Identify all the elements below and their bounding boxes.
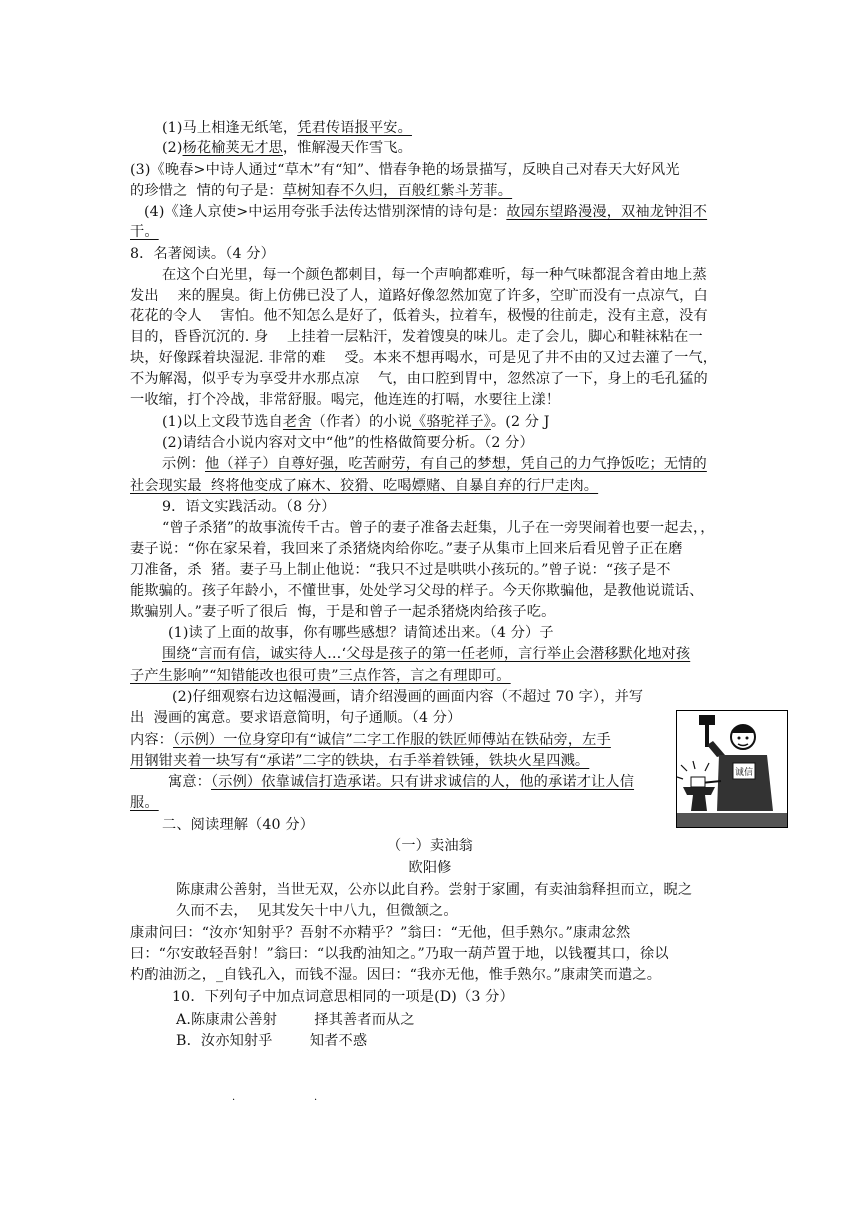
text-segment: 在这个白光里，每一个颜色都刺目，每一个声响都难听，每一种气味都混含着由地上蒸 — [162, 267, 707, 283]
answer-text: 老舍 — [282, 414, 312, 430]
text-segment: 曰：“尔安敢轻吾射！”翁曰：“以我酌油知之。”乃取一葫芦置于地，以钱覆其口，徐以 — [130, 946, 669, 962]
emphasis-dot: · — [314, 1095, 318, 1106]
text-segment: 9．语文实践活动。（8 分） — [162, 499, 336, 515]
answer-text: 草树知春不久归，百般红紫斗芳菲。 — [282, 183, 513, 199]
answer-text: （示例）一位身穿印有“诚信”二字工作服的铁匠师傅站在铁砧旁，左手 — [173, 732, 611, 748]
text-segment: 不为解渴，似乎专为享受井水那点凉 气，由口腔到胃中，忽然凉了一下，身上的毛孔猛的 — [130, 371, 708, 387]
text-segment: 久而不去， 见其发矢十中八九，但微颔之。 — [176, 903, 458, 919]
text-line-q8-1 — [162, 412, 550, 432]
answer-text: 用钢钳夹着一块写有“承诺”二字的铁块，右手举着铁锤，铁块火星四溅。 — [130, 753, 590, 769]
text-segment: “曾子杀猪”的故事流传千古。曾子的妻子准备去赶集，儿子在一旁哭闹着也要一起去，， — [162, 520, 715, 536]
text-line-poem-4a — [144, 202, 707, 222]
text-line-q9-heading — [162, 497, 336, 517]
emphasis-dot: · — [232, 1095, 236, 1106]
text-line-essay-p1a — [176, 880, 692, 900]
text-segment: 二、阅读理解（40 分） — [162, 817, 315, 833]
text-line-content-a — [130, 730, 611, 750]
answer-text: 《骆驼祥子》 — [411, 414, 491, 430]
blacksmith-icon — [677, 711, 787, 827]
text-segment: 一收缩，打个冷战，非常舒服。喝完，他连连的打嗝，水要往上漾！ — [130, 392, 561, 408]
text-segment: (3)《晚春>中诗人通过“草木”有“知”、惜春争艳的场景描写，反映自己对春天大好风光 — [130, 162, 680, 178]
text-line-poem-3b — [130, 181, 512, 201]
text-line-passage-p4 — [130, 327, 703, 347]
text-segment: (4)《逢人京使>中运用夸张手法传达惜别深情的诗句是： — [144, 204, 507, 220]
text-line-q10-option-b — [176, 1031, 367, 1051]
text-line-story-4 — [130, 581, 704, 601]
answer-text: 子产生影响”“知错能改也很可贵”三点作答，言之有理即可。 — [130, 668, 511, 684]
text-line-q10-option-a — [176, 1010, 415, 1030]
text-segment: (1)以上文段节选自 — [162, 414, 283, 430]
text-line-story-1 — [162, 518, 715, 538]
text-line-q9-1 — [168, 623, 554, 643]
text-line-passage-p2 — [130, 286, 708, 306]
text-segment: 8．名著阅读。（4 分） — [130, 246, 275, 262]
text-line-poem-2 — [162, 138, 412, 158]
text-line-essay-p2c — [130, 965, 661, 985]
text-segment: 刀准备，杀 猪。妻子马上制止他说：“我只不过是哄哄小孩玩的。”曾子说：“孩子是不 — [130, 562, 671, 578]
text-line-content-b — [130, 751, 589, 771]
text-segment: 康肃问曰：“汝亦‘知射乎？吾射不亦精乎？”翁曰：“无他，但手熟尔。”康肃忿然 — [130, 925, 631, 941]
text-line-story-3 — [130, 560, 671, 580]
text-segment: （一）卖油翁 — [386, 838, 474, 854]
text-line-q10 — [172, 987, 514, 1007]
text-segment: 发出 来的腥臭。街上仿佛已没了人，道路好像忽然加宽了许多，空旷而没有一点凉气，白 — [130, 288, 708, 304]
text-segment: 寓意： — [168, 774, 212, 790]
answer-text: 他（祥子）自尊好强，吃苦耐劳，有自己的梦想，凭自己的力气挣饭吃；无情的 — [205, 456, 707, 472]
answer-text: 社会现实最 终将他变成了麻木、狡猾、吃喝嫖赌、自暴自弃的行尸走肉。 — [130, 478, 599, 494]
text-line-q8-2-answer-b — [130, 476, 598, 496]
text-line-poem-4b — [130, 222, 159, 242]
text-segment: （作者）的小说 — [311, 414, 412, 430]
text-segment: (2)请结合小说内容对文中“他”的性格做简要分析。（2 分） — [162, 435, 534, 451]
text-segment: (1)马上相逢无纸笔， — [162, 120, 298, 136]
text-line-essay-author — [0, 858, 860, 878]
text-segment: 。(2 分 J — [490, 414, 550, 430]
text-line-meaning-a — [168, 772, 634, 792]
text-line-essay-p2a — [130, 923, 630, 943]
answer-text: （示例）依靠诚信打造承诺。只有讲求诚信的人，他的承诺才让人信 — [211, 774, 635, 790]
blacksmith-cartoon — [676, 710, 788, 828]
text-segment: 内容： — [130, 732, 174, 748]
answer-text: 故园东望路漫漫，双袖龙钟泪不 — [506, 204, 708, 220]
text-line-section-2-heading — [162, 815, 314, 835]
text-line-essay-title — [0, 836, 860, 856]
text-line-story-5 — [130, 602, 555, 622]
text-segment: 杓酌油沥之，_自钱孔入，而钱不湿。因曰：“我亦无他，惟手熟尔。”康肃笑而遣之。 — [130, 967, 662, 983]
svg-text:诚信: 诚信 — [734, 768, 754, 778]
text-segment: 欺骗别人。”妻子听了很后 悔，于是和曾子一起杀猪烧肉给孩子吃。 — [130, 604, 556, 620]
text-line-meaning-b — [130, 793, 159, 813]
text-segment: 目的，昏昏沉沉的. 身 上挂着一层粘汗，发着馊臭的味儿。走了会儿，脚心和鞋袜粘在一 — [130, 329, 703, 345]
text-line-poem-1 — [162, 118, 412, 138]
text-line-poem-3a — [130, 160, 680, 180]
text-segment: 妻子说：“你在家呆着，我回来了杀猪烧肉给你吃。”妻子从集市上回来后看见曾子正在磨 — [130, 541, 683, 557]
text-segment: ，惟解漫天作雪飞。 — [282, 140, 412, 156]
answer-text: 围绕“言而有信，诚实待人…‘父母是孩子的第一任老师，言行举止会潜移默化地对孩 — [162, 646, 691, 662]
answer-text: 服。 — [130, 795, 159, 811]
text-segment: 的珍惜之 情的句子是： — [130, 183, 283, 199]
text-line-q9-1-answer-b — [130, 666, 511, 686]
text-segment: (2)仔细观察右边这幅漫画，请介绍漫画的画面内容（不超过 70 字），并写 — [172, 689, 644, 705]
text-segment: 欧阳修 — [408, 860, 452, 876]
text-line-story-2 — [130, 539, 683, 559]
answer-text: 干。 — [130, 224, 159, 240]
answer-text: 杨花榆荚无才思 — [182, 140, 283, 156]
answer-text: 凭君传语报平安。 — [297, 120, 412, 136]
text-segment: (1)读了上面的故事，你有哪些感想？请简述出来。（4 分）子 — [168, 625, 554, 641]
text-segment: B．汝亦知射乎 知者不惑 — [176, 1033, 368, 1049]
text-line-q8-2-answer-a — [162, 454, 707, 474]
text-line-passage-p6 — [130, 369, 708, 389]
text-line-essay-p1b — [176, 901, 458, 921]
text-line-passage-p1 — [162, 265, 707, 285]
text-line-q9-1-answer-a — [162, 644, 690, 664]
text-segment: 10．下列句子中加点词意思相同的一项是(D)（3 分） — [172, 989, 514, 1005]
text-segment: 花花的令人 害怕。他不知怎么是好了，低着头，拉着车，极慢的往前走，没有主意，没有 — [130, 308, 708, 324]
text-segment: 陈康肃公善射，当世无双，公亦以此自矜。尝射于家圃，有卖油翁释担而立，睨之 — [176, 882, 693, 898]
text-segment: (2) — [162, 140, 183, 156]
text-segment: A.陈康肃公善射 择其善者而从之 — [176, 1012, 415, 1028]
text-line-q9-2b — [130, 708, 461, 728]
text-line-q8-heading — [130, 244, 275, 264]
text-line-q8-2 — [162, 433, 534, 453]
text-line-essay-p2b — [130, 944, 669, 964]
text-segment: 能欺骗的。孩子年龄小，不懂世事，处处学习父母的样子。今天你欺骗他，是教他说谎话、 — [130, 583, 704, 599]
text-line-passage-p7 — [130, 390, 560, 410]
text-line-passage-p3 — [130, 306, 708, 326]
text-line-passage-p5 — [130, 348, 717, 368]
text-segment: 示例： — [162, 456, 206, 472]
text-segment: 块，好像踩着块湿泥. 非常的难 受。本来不想再喝水，可是见了井不由的又过去灌了一气， — [130, 350, 718, 366]
text-segment: 出 漫画的寓意。要求语意简明，句子通顺。（4 分） — [130, 710, 462, 726]
text-line-q9-2a — [172, 687, 643, 707]
